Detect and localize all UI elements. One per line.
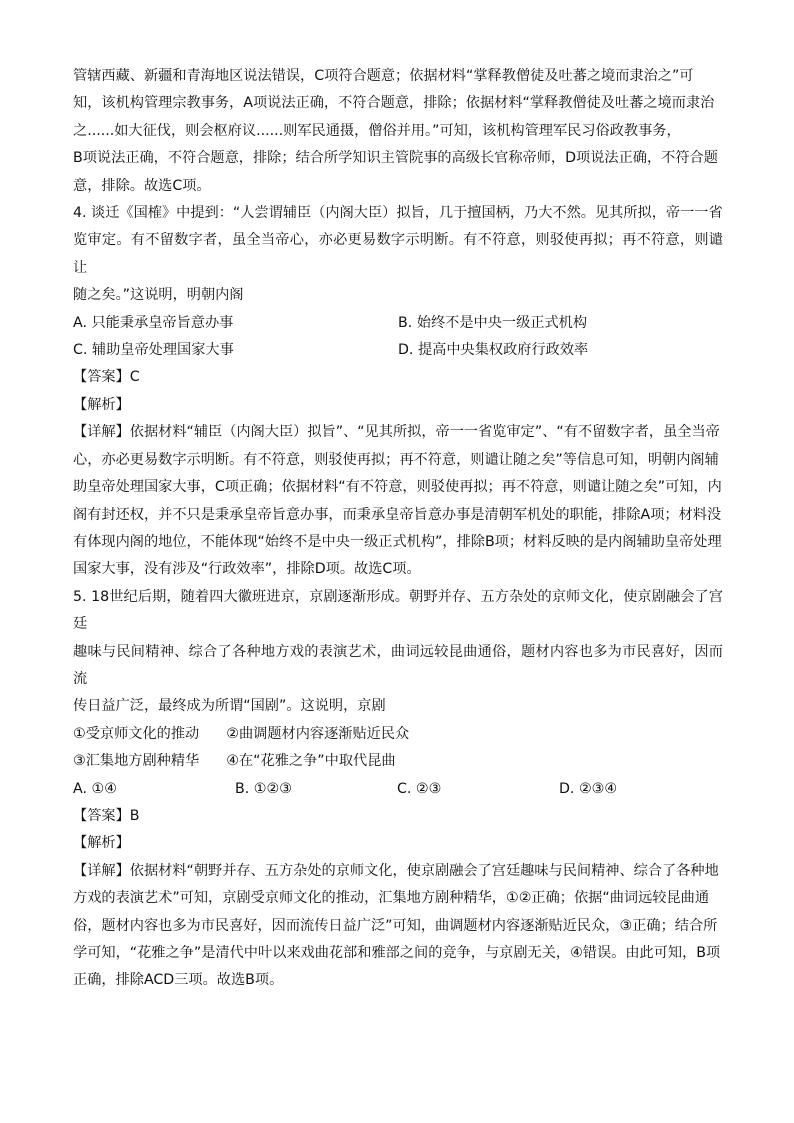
text-line: 意，排除。故选C项。 — [73, 177, 211, 194]
option-b: B. ①②③ — [235, 780, 292, 797]
detail-line: 有体现内阁的地位，不能体现“始终不是中央一级正式机构”，排除B项；材料反映的是内阁辅助皇帝处理 — [73, 533, 722, 550]
option-b: B. 始终不是中央一级正式机构 — [398, 314, 588, 331]
analysis-label: 【解析】 — [73, 835, 130, 852]
detail-line: 心，亦必更易数字示明断。有不符意，则驳使再拟；再不符意，则谴让随之矣”等信息可知，明朝内阁辅 — [73, 451, 719, 468]
question-stem-line: 随之矣。”这说明，明朝内阁 — [73, 287, 244, 304]
option-a: A. ①④ — [73, 780, 117, 797]
question-stem-line: 览审定。有不留数字者，虽全当帝心，亦必更易数字示明断。有不符意，则驳使再拟；再不符意，则谴让 — [73, 232, 723, 276]
text-line: 之......如大征伐，则会枢府议......则军民通摄，僧俗并用。”可知，该机构管理军民习俗政教事务， — [73, 122, 681, 139]
question-stem-line: 4. 谈迁《国榷》中提到：“人尝谓辅臣（内阁大臣）拟旨，几于擅国柄，乃大不然。见其所拟，帝一一省 — [73, 205, 723, 222]
statement-line: ③汇集地方剧种精华 ④在“花雅之争”中取代昆曲 — [73, 753, 396, 770]
question-stem-line: 趣味与民间精神、综合了各种地方戏的表演艺术，曲词远较昆曲通俗，题材内容也多为市民喜好，因而流 — [73, 643, 723, 687]
detail-line: 【详解】依据材料“朝野并存、五方杂处的京师文化，使京剧融会了宫廷趣味与民间精神、综合了各种地 — [73, 862, 719, 879]
text-line: 知，该机构管理宗教事务，A项说法正确，不符合题意，排除；依据材料“掌释教僧徒及吐蕃之境而隶治 — [73, 95, 715, 112]
detail-line: 学可知，“花雅之争”是清代中叶以来戏曲花部和雅部之间的竞争，与京剧无关，④错误。由此可知，B项 — [73, 945, 721, 961]
statement-line: ①受京师文化的推动 ②曲调题材内容逐渐贴近民众 — [73, 725, 410, 742]
options-row — [73, 776, 723, 803]
option-d: D. 提高中央集权政府行政效率 — [398, 342, 589, 359]
question-4 — [73, 200, 723, 584]
text-line: B项说法正确，不符合题意，排除；结合所学知识主管院事的高级长官称帝师，D项说法正确，不符合题 — [73, 150, 718, 167]
option-c: C. ②③ — [397, 780, 442, 797]
answer-label: 【答案】B — [73, 807, 140, 824]
answer-label: 【答案】C — [73, 369, 140, 386]
detail-line: 阁有封还权，并不只是秉承皇帝旨意办事，而秉承皇帝旨意办事是清朝军机处的职能，排除A项；材料没 — [73, 506, 722, 523]
option-c: C. 辅助皇帝处理国家大事 — [73, 342, 234, 359]
document-content — [73, 63, 723, 995]
question-5 — [73, 584, 723, 995]
detail-line: 国家大事，没有涉及“行政效率”，排除D项。故选C项。 — [73, 561, 421, 578]
question-stem-line: 5. 18世纪后期，随着四大徽班进京，京剧逐渐形成。朝野并存、五方杂处的京师文化，使京剧融会了宫廷 — [73, 588, 723, 633]
question-stem-line: 传日益广泛，最终成为所谓“国剧”。这说明，京剧 — [73, 698, 386, 715]
options-row — [73, 310, 723, 337]
detail-line: 方戏的表演艺术”可知，京剧受京师文化的推动，汇集地方剧种精华，①②正确；依据“曲词远较昆曲通 — [73, 890, 710, 907]
detail-line: 俗，题材内容也多为市民喜好，因而流传日益广泛”可知，曲调题材内容逐渐贴近民众，③正确；结合所 — [73, 917, 718, 934]
analysis-label: 【解析】 — [73, 396, 130, 413]
detail-line: 正确，排除ACD三项。故选B项。 — [73, 972, 284, 989]
option-d: D. ②③④ — [559, 780, 618, 797]
q3-analysis-tail — [73, 63, 723, 200]
detail-line: 【详解】依据材料“辅臣（内阁大臣）拟旨”、“见其所拟，帝一一省览审定”、“有不留数字者，虽全当帝 — [73, 424, 720, 441]
option-a: A. 只能秉承皇帝旨意办事 — [73, 314, 234, 331]
detail-line: 助皇帝处理国家大事，C项正确；依据材料“有不符意，则驳使再拟；再不符意，则谴让随之矣”可知，内 — [73, 479, 722, 496]
text-line: 管辖西藏、新疆和青海地区说法错误，C项符合题意；依据材料“掌释教僧徒及吐蕃之境而隶治之”可 — [73, 68, 694, 84]
options-row — [73, 337, 723, 364]
